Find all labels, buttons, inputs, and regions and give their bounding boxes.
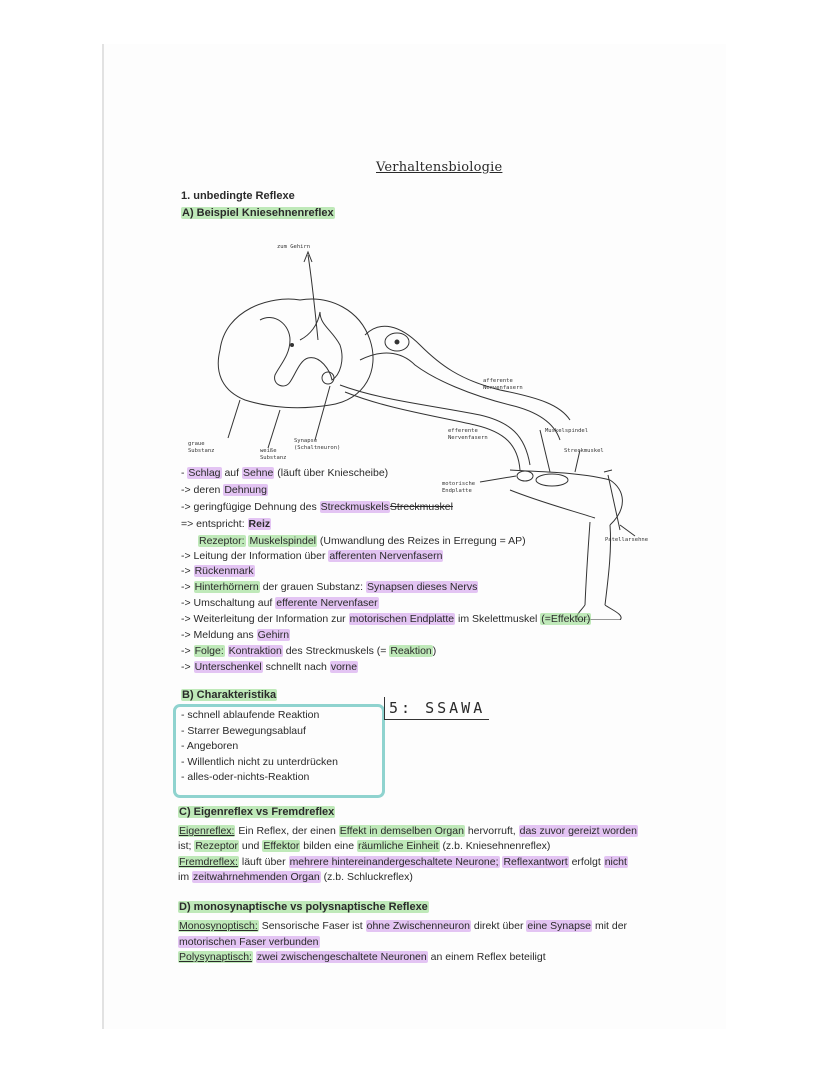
spinal-cord-outline: [218, 299, 373, 408]
label-muskelspindel: Muskelspindel: [545, 428, 589, 434]
section-c-line-1: Eigenreflex: Ein Reflex, der einen Effekt in demselben Organ hervorruft, das zuvor gereizt worden: [179, 825, 637, 837]
list-item: - schnell ablaufende Reaktion: [181, 709, 320, 721]
to-brain-arrow: [308, 255, 318, 340]
step-6: -> Leitung der Information über afferenten Nervenfasern: [181, 550, 443, 562]
section-a-heading: A) Beispiel Kniesehnenreflex: [182, 207, 334, 219]
section-c-heading: C) Eigenreflex vs Fremdreflex: [179, 806, 335, 818]
step-4: => entspricht: Reiz: [181, 518, 271, 530]
label-afferente: afferente Nervenfasern: [483, 378, 523, 391]
label-synapse: Synapse (Schaltneuron): [294, 438, 341, 451]
step-3: -> geringfügige Dehnung des StreckmuskelsStreckmuskel: [181, 501, 453, 513]
section-d-heading: D) monosynaptische vs polysnaptische Reflexe: [179, 901, 428, 913]
section-c-line-4: im zeitwahrnehmenden Organ (z.b. Schluckreflex): [178, 871, 413, 883]
step-11: -> Meldung ans Gehirn: [181, 629, 290, 641]
grey-matter: [260, 312, 342, 386]
step-2: -> deren Dehnung: [181, 484, 267, 496]
step-9: -> Umschaltung auf efferente Nervenfaser: [181, 597, 378, 609]
muscle-spindle: [536, 474, 568, 486]
label-streckmuskel: Streckmuskel: [564, 448, 604, 454]
synapse-circle: [322, 372, 334, 384]
step-5: Rezeptor: Muskelspindel (Umwandlung des Reizes in Erregung = AP): [199, 535, 526, 547]
step-13: -> Unterschenkel schnellt nach vorne: [181, 661, 358, 673]
section-d-line-1: Monosynoptisch: Sensorische Faser ist ohne Zwischenneuron direkt über eine Synapse mit der: [179, 920, 628, 932]
section-b-heading: B) Charakteristika: [182, 689, 277, 701]
thigh-lower: [510, 490, 595, 518]
label-motorische-endplatte: motorische Endplatte: [442, 481, 476, 494]
label-efferente: efferente Nervenfasern: [448, 428, 488, 441]
section-c-line-3: Fremdreflex: läuft über mehrere hintereinandergeschaltete Neurone; Reflexantwort erfolgt nicht: [179, 856, 627, 868]
knee: [610, 480, 622, 525]
characteristics-list: [181, 708, 338, 786]
step-12: -> Folge: Kontraktion des Streckmuskels (= Reaktion): [181, 645, 437, 657]
section-d-line-2: motorischen Faser verbunden: [179, 936, 319, 948]
central-canal: [291, 344, 294, 347]
list-item: - Angeboren: [181, 740, 239, 752]
step-8: -> Hinterhörnern der grauen Substanz: Synapsen dieses Nervs: [181, 581, 478, 593]
step-1: - Schlag auf Sehne (läuft über Kniescheibe): [181, 467, 389, 479]
list-item: - Willentlich nicht zu unterdrücken: [181, 755, 338, 768]
mnemonic-ssawa: 5: SSAWA: [384, 697, 489, 720]
page-title: Verhaltensbiologie: [376, 160, 503, 175]
lower-leg-back: [585, 522, 590, 605]
label-patellarsehne: Patellarsehne: [605, 537, 649, 543]
step-10: -> Weiterleitung der Information zur motorischen Endplatte im Skelettmuskel (=Effektor): [181, 613, 591, 625]
label-weisse-substanz: weiße Substanz: [260, 448, 287, 461]
section-d-line-3: Polysynaptisch: zwei zwischengeschaltete Neuronen an einem Reflex beteiligt: [179, 951, 546, 963]
label-graue-substanz: graue Substanz: [188, 441, 215, 454]
label-zum-gehirn: zum Gehirn: [277, 244, 311, 250]
step-7: -> Rückenmark: [181, 565, 254, 577]
list-item: - alles-oder-nichts-Reaktion: [181, 771, 310, 783]
list-item: - Starrer Bewegungsablauf: [181, 724, 306, 737]
section1-heading: 1. unbedingte Reflexe: [181, 190, 295, 202]
section-c-line-2: ist; Rezeptor und Effektor bilden eine räumliche Einheit (z.b. Kniesehnenreflex): [178, 840, 551, 852]
